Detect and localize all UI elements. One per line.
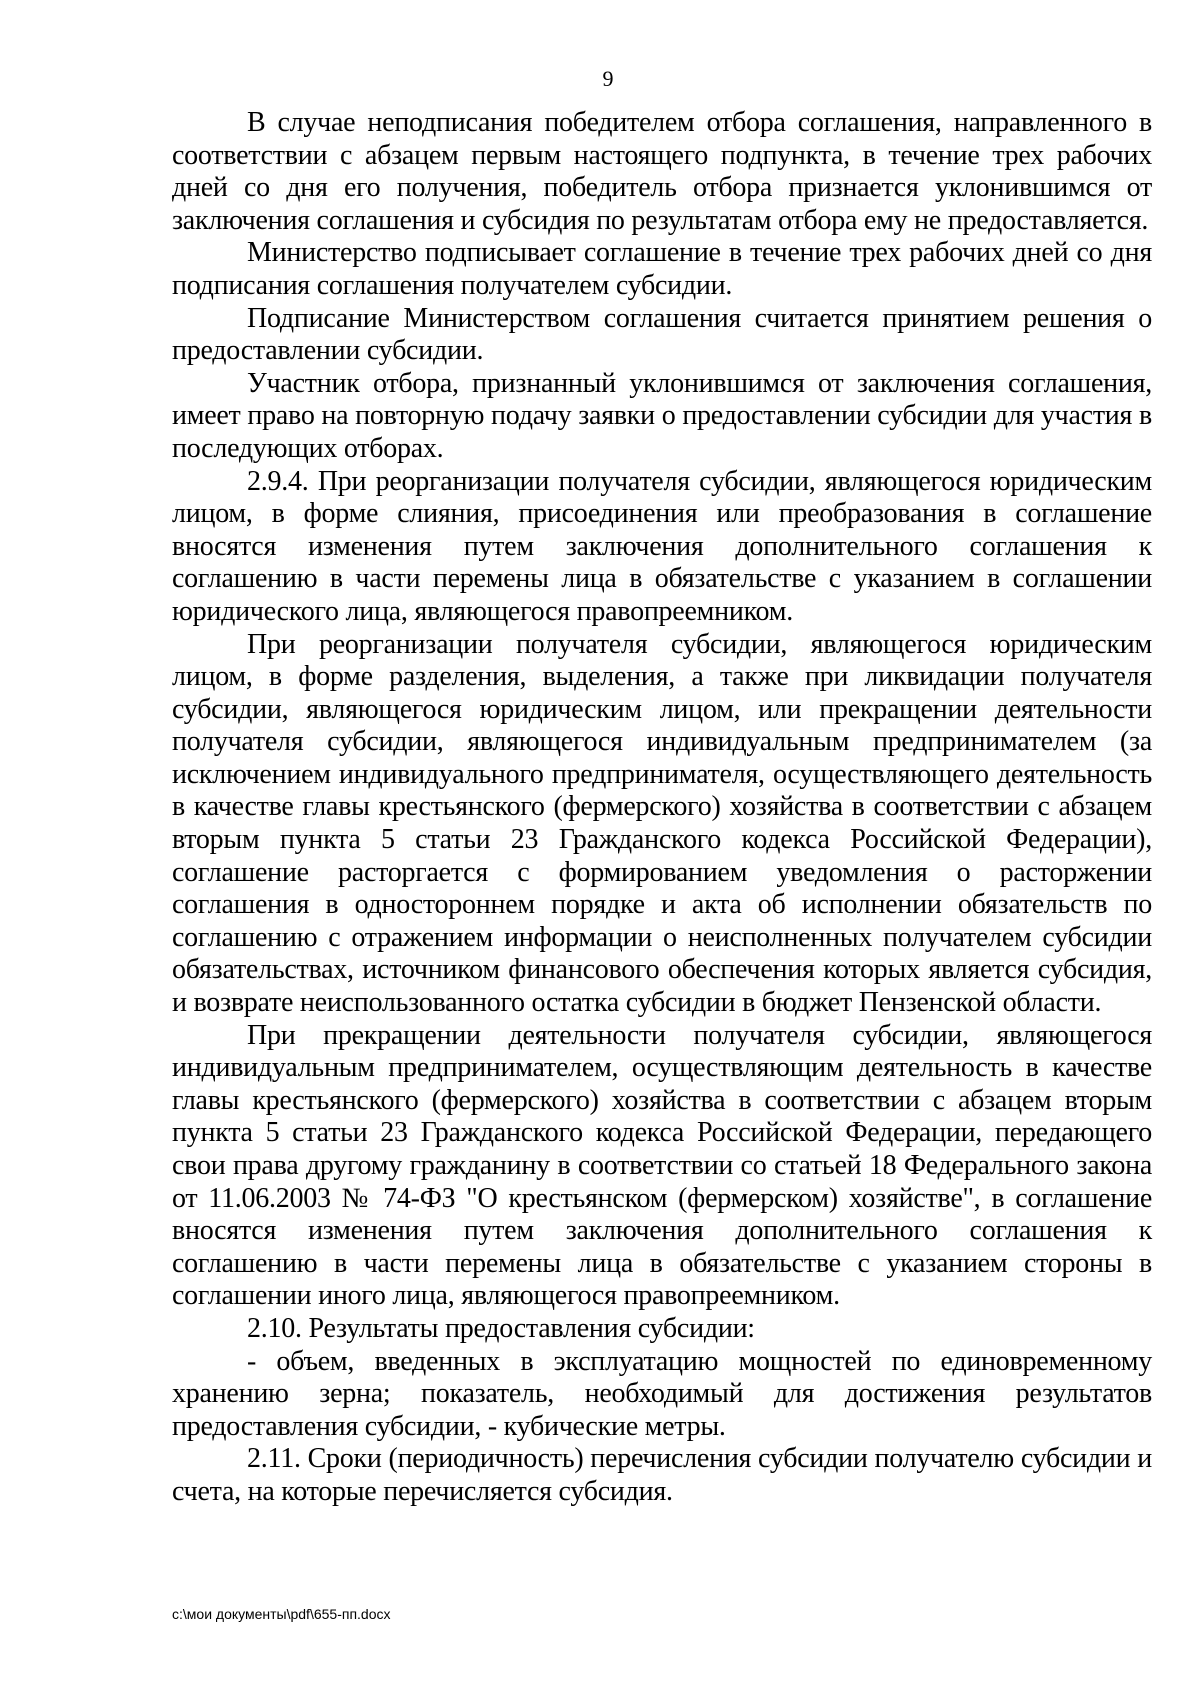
document-body (172, 107, 1152, 1509)
paragraph-2-9-4-reorganization: 2.9.4. При реорганизации получателя субсидии, являющегося юридическим лицом, в форме слияния, присоединения или преобразования в соглашение вносятся изменения путем заключения дополнительного соглашения к соглашению в части перемены лица в обязательстве с указанием в соглашении юридического лица, являющегося правопреемником. (172, 465, 1152, 627)
page-number: 9 (602, 66, 614, 91)
paragraph-unsigned-agreement: В случае неподписания победителем отбора соглашения, направленного в соответствии с абзацем первым настоящего подпункта, в течение трех рабочих дней со дня его получения, победитель отбора признается уклонившимся от заключения соглашения и субсидия по результатам отбора ему не предоставляется. (172, 107, 1152, 236)
footer-file-path: c:\мои документы\pdf\655-пп.docx (172, 1606, 391, 1622)
paragraph-2-10-results: 2.10. Результаты предоставления субсидии: (247, 1312, 755, 1344)
paragraph-farm-head-transfer: При прекращении деятельности получателя субсидии, являющегося индивидуальным предпринимателем, осуществляющим деятельность в качестве главы крестьянского (фермерского) хозяйства в соответствии с абзацем вторым пункта 5 статьи 23 Гражданского кодекса Российской Федерации, передающего свои права другому гражданину в соответствии со статьей 18 Федерального закона от 11.06.2003 № 74-ФЗ "О крестьянском (фермерском) хозяйстве", в соглашение вносятся изменения путем заключения дополнительного соглашения к соглашению в части перемены лица в обязательстве с указанием стороны в соглашении иного лица, являющегося правопреемником. (172, 1019, 1152, 1312)
paragraph-repeat-application: Участник отбора, признанный уклонившимся от заключения соглашения, имеет право на повторную подачу заявки о предоставлении субсидии для участия в последующих отборах. (172, 367, 1152, 464)
paragraph-signing-decision: Подписание Министерством соглашения считается принятием решения о предоставлении субсидии. (172, 302, 1152, 367)
paragraph-termination-liquidation: При реорганизации получателя субсидии, являющегося юридическим лицом, в форме разделения, выделения, а также при ликвидации получателя субсидии, являющегося юридическим лицом, или прекращении деятельности получателя субсидии, являющегося индивидуальным предпринимателем (за исключением индивидуального предпринимателя, осуществляющего деятельность в качестве главы крестьянского (фермерского) хозяйства в соответствии с абзацем вторым пункта 5 статьи 23 Гражданского кодекса Российской Федерации), соглашение расторгается с формированием уведомления о расторжении соглашения в одностороннем порядке и акта об исполнении обязательств по соглашению с отражением информации о неисполненных получателем субсидии обязательствах, источником финансового обеспечения которых является субсидия, и возврате неиспользованного остатка субсидии в бюджет Пензенской области. (172, 628, 1152, 1019)
paragraph-results-indicator: - объем, введенных в эксплуатацию мощностей по единовременному хранению зерна; показатель, необходимый для достижения результатов предоставления субсидии, - кубические метры. (172, 1345, 1152, 1442)
paragraph-2-11-transfer-terms: 2.11. Сроки (периодичность) перечисления субсидии получателю субсидии и счета, на которые перечисляется субсидия. (172, 1443, 1152, 1507)
paragraph-ministry-signs: Министерство подписывает соглашение в течение трех рабочих дней со дня подписания соглашения получателем субсидии. (172, 237, 1152, 301)
